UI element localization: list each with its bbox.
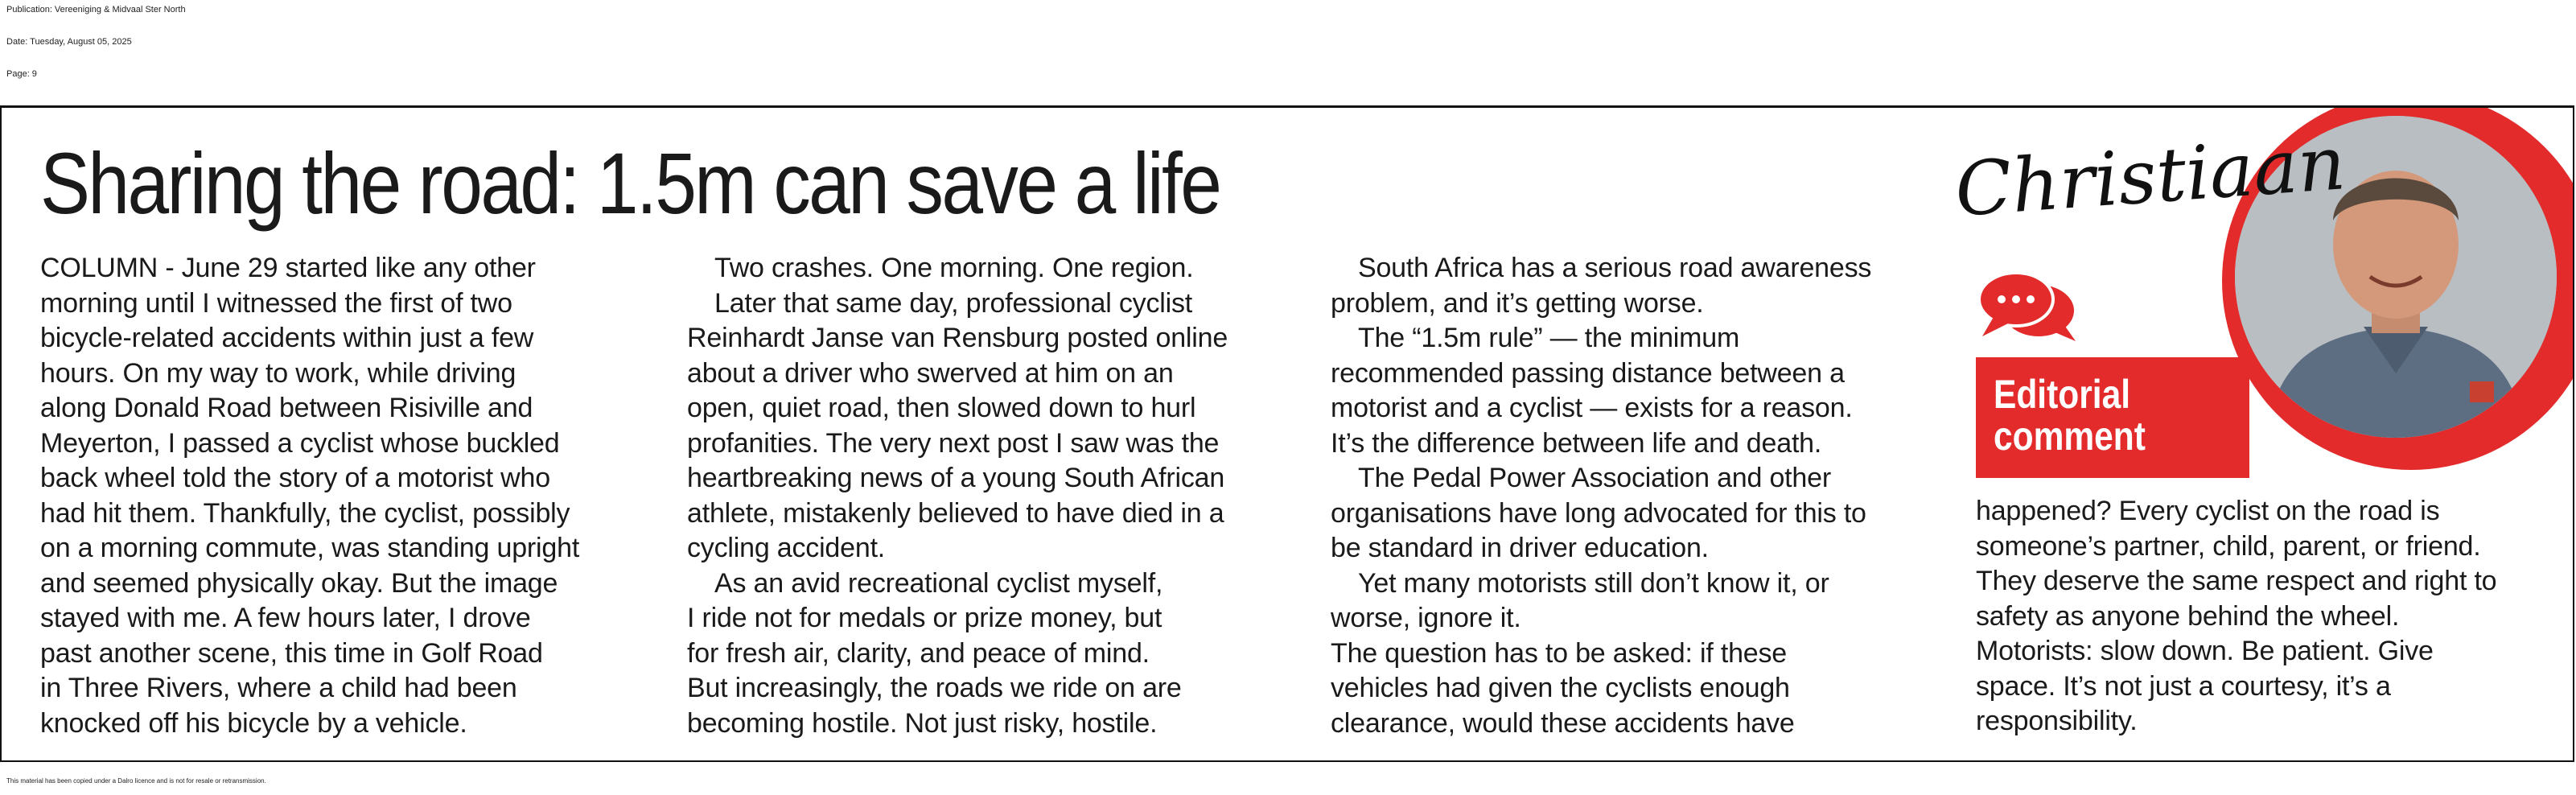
article-text-line: motorist and a cyclist — exists for a reason. [1331,393,1853,423]
article-text-line: Motorists: slow down. Be patient. Give [1976,636,2434,666]
article-text-line: recommended passing distance between a [1331,357,1845,389]
article-column-2 [687,251,1307,741]
article-text-line: South Africa has a serious road awareness [1358,253,1872,283]
article-text-line: Two crashes. One morning. One region. [714,253,1194,283]
article-text-line: for fresh air, clarity, and peace of mind. [687,637,1150,669]
article-text-line: back wheel told the story of a motorist who [40,463,550,493]
article-text-line: becoming hostile. Not just risky, hostile. [687,707,1158,739]
article-text-line: clearance, would these accidents have [1331,707,1795,739]
article-text-line: in Three Rivers, where a child had been [40,673,517,703]
article-text-line: be standard in driver education. [1331,533,1709,563]
article-text-line: athlete, mistakenly believed to have died in a [687,497,1224,529]
article-text-line: past another scene, this time in Golf Road [40,637,543,669]
publication-line: Publication: Vereeniging & Midvaal Ster North [6,5,186,14]
article-text-line: problem, and it’s getting worse. [1331,287,1704,319]
article-text-line: Later that same day, professional cyclist [714,287,1193,319]
article-column-4 [1976,494,2574,739]
copyright-notice: This material has been copied under a Dalro licence and is not for resale or retransmission. [6,777,266,785]
page-number: Page: 9 [6,69,37,79]
article-headline: Sharing the road: 1.5m can save a life [40,134,1220,232]
article-text-line: As an avid recreational cyclist myself, [714,567,1163,599]
speech-bubbles-icon [1976,269,2080,345]
article-text-line: The Pedal Power Association and other [1358,463,1831,493]
article-text-line: about a driver who swerved at him on an [687,357,1174,389]
article-column-1 [40,251,660,741]
article-text-line: open, quiet road, then slowed down to hurl [687,393,1196,423]
article-column-3 [1331,251,1950,741]
article-text-line: profanities. The very next post I saw was the [687,427,1220,459]
editorial-label-line-1: Editorial [1994,372,2131,417]
article-text-line: morning until I witnessed the first of two [40,287,512,319]
article-text-line: and seemed physically okay. But the image [40,567,558,599]
article-text-line: worse, ignore it. [1331,603,1521,633]
article-text-line: Yet many motorists still don’t know it, or [1358,567,1829,599]
date-line: Date: Tuesday, August 05, 2025 [6,37,132,47]
article-text-line: heartbreaking news of a young South African [687,463,1225,493]
editorial-comment-badge [1976,357,2249,478]
article-text-line: happened? Every cyclist on the road is [1976,496,2440,526]
article-text-line: bicycle-related accidents within just a few [40,323,534,353]
article-text-line: responsibility. [1976,706,2138,736]
editorial-comment-label [1994,373,2146,457]
article-text-line: along Donald Road between Risiville and [40,393,533,423]
article-text-line: Meyerton, I passed a cyclist whose buckled [40,427,560,459]
article-text-line: safety as anyone behind the wheel. [1976,600,2400,632]
article-text-line: Reinhardt Janse van Rensburg posted online [687,323,1228,353]
article-text-line: had hit them. Thankfully, the cyclist, possibly [40,497,570,529]
author-signature: Christiaan [1952,120,2348,233]
article-text-line: I ride not for medals or prize money, but [687,603,1162,633]
article-text-line: But increasingly, the roads we ride on are [687,673,1182,703]
article-frame [0,105,2574,762]
article-text-line: The “1.5m rule” — the minimum [1358,323,1740,353]
editorial-label-line-2: comment [1994,414,2146,459]
article-text-line: someone’s partner, child, parent, or friend. [1976,530,2481,562]
article-text-line: knocked off his bicycle by a vehicle. [40,707,467,739]
article-text-line: space. It’s not just a courtesy, it’s a [1976,670,2391,702]
article-text-line: organisations have long advocated for this to [1331,497,1866,529]
article-text-line: vehicles had given the cyclists enough [1331,673,1790,703]
article-text-line: They deserve the same respect and right to [1976,566,2497,596]
article-text-line: cycling accident. [687,533,886,563]
article-text-line: It’s the difference between life and death. [1331,427,1822,459]
article-text-line: hours. On my way to work, while driving [40,357,516,389]
article-text-line: COLUMN - June 29 started like any other [40,253,536,283]
article-text-line: The question has to be asked: if these [1331,637,1787,669]
article-text-line: on a morning commute, was standing upright [40,533,580,563]
article-text-line: stayed with me. A few hours later, I drove [40,603,531,633]
